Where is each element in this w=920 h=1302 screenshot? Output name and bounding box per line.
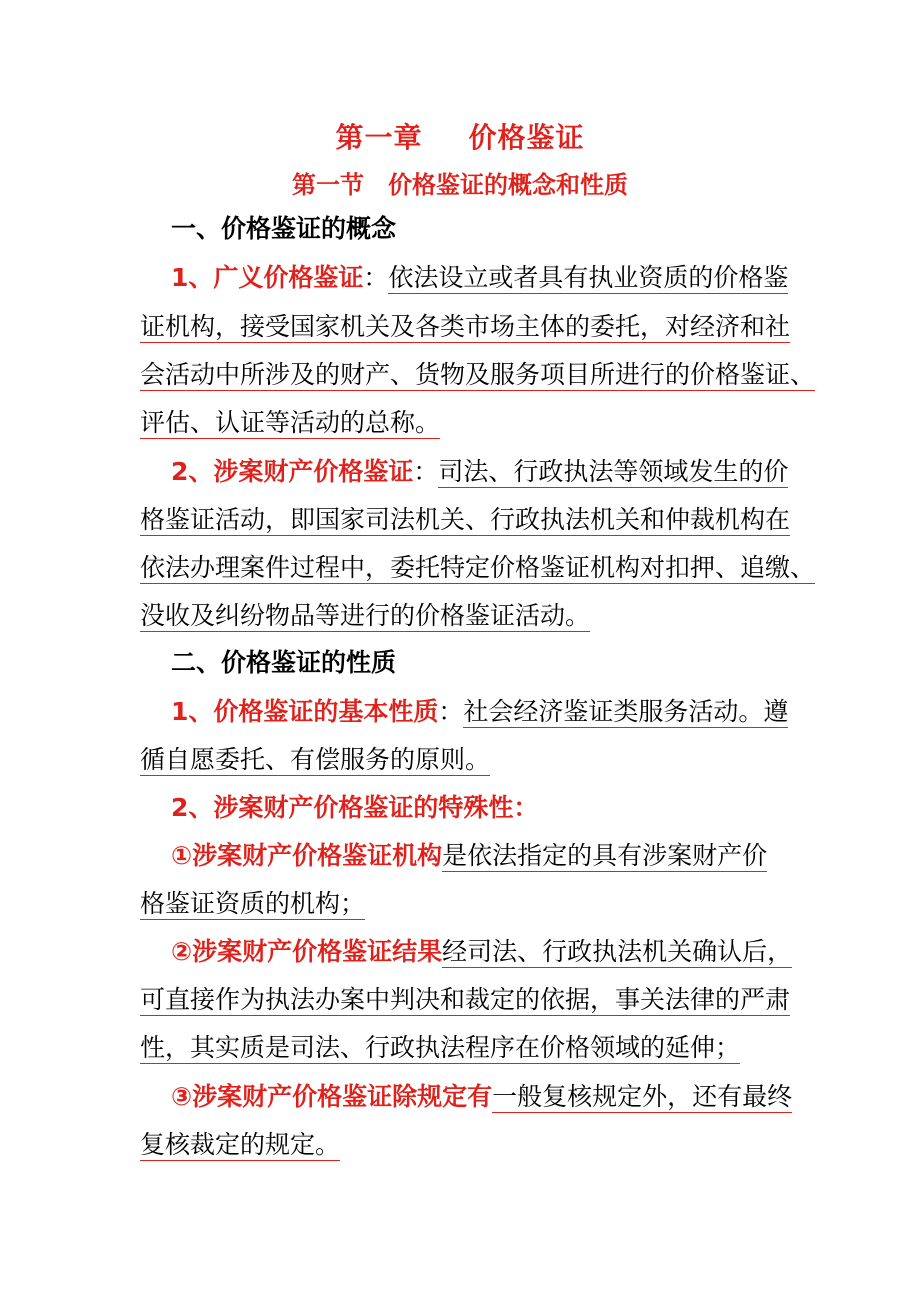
paragraph-broad-line-3: 会活动中所涉及的财产、货物及服务项目所进行的价格鉴证、 bbox=[140, 360, 816, 389]
point-2-line-2: 可直接作为执法办案中判决和裁定的依据，事关法律的严肃 bbox=[140, 985, 791, 1014]
point-1-line-1: ①涉案财产价格鉴证机构是依法指定的具有涉案财产价 bbox=[171, 841, 768, 870]
paragraph-case-line-1: 2、涉案财产价格鉴证：司法、行政执法等领域发生的价 bbox=[171, 457, 789, 486]
chapter-title bbox=[0, 116, 920, 156]
paragraph-basic-nature-line-2: 循自愿委托、有偿服务的原则。 bbox=[140, 745, 491, 774]
chapter-name: 价格鉴证 bbox=[468, 121, 585, 154]
section-title bbox=[0, 165, 920, 200]
term-basic-nature: 1、价格鉴证的基本性质 bbox=[171, 697, 439, 726]
point-1-line-2: 格鉴证资质的机构； bbox=[140, 889, 366, 918]
paragraph-case-line-4: 没收及纠纷物品等进行的价格鉴证活动。 bbox=[140, 601, 591, 630]
section-number: 第一节 bbox=[292, 171, 364, 199]
paragraph-broad-line-1: 1、广义价格鉴证：依法设立或者具有执业资质的价格鉴 bbox=[171, 263, 789, 292]
term-point-2: ②涉案财产价格鉴证结果 bbox=[171, 937, 443, 966]
point-3-line-1: ③涉案财产价格鉴证除规定有一般复核规定外，还有最终 bbox=[171, 1082, 793, 1111]
point-3-line-2: 复核裁定的规定。 bbox=[140, 1130, 341, 1159]
heading-nature: 二、价格鉴证的性质 bbox=[171, 648, 397, 677]
heading-concept: 一、价格鉴证的概念 bbox=[171, 214, 397, 243]
term-broad-price-appraisal: 1、广义价格鉴证 bbox=[171, 263, 364, 292]
paragraph-case-line-3: 依法办理案件过程中，委托特定价格鉴证机构对扣押、追缴、 bbox=[140, 553, 816, 582]
chapter-number: 第一章 bbox=[335, 121, 423, 154]
point-2-line-3: 性，其实质是司法、行政执法程序在价格领域的延伸； bbox=[140, 1033, 741, 1062]
point-2-line-1: ②涉案财产价格鉴证结果经司法、行政执法机关确认后， bbox=[171, 937, 793, 966]
paragraph-broad-line-4: 评估、认证等活动的总称。 bbox=[140, 408, 441, 437]
section-name: 价格鉴证的概念和性质 bbox=[388, 171, 628, 199]
term-point-1: ①涉案财产价格鉴证机构 bbox=[171, 841, 443, 870]
term-point-3: ③涉案财产价格鉴证除规定有 bbox=[171, 1082, 493, 1111]
paragraph-basic-nature-line-1: 1、价格鉴证的基本性质：社会经济鉴证类服务活动。遵 bbox=[171, 697, 789, 726]
paragraph-broad-line-2: 证机构，接受国家机关及各类市场主体的委托，对经济和社 bbox=[140, 312, 791, 341]
term-case-property-appraisal: 2、涉案财产价格鉴证 bbox=[171, 457, 414, 486]
heading-special-nature: 2、涉案财产价格鉴证的特殊性： bbox=[171, 793, 539, 822]
paragraph-case-line-2: 格鉴证活动，即国家司法机关、行政执法机关和仲裁机构在 bbox=[140, 505, 791, 534]
